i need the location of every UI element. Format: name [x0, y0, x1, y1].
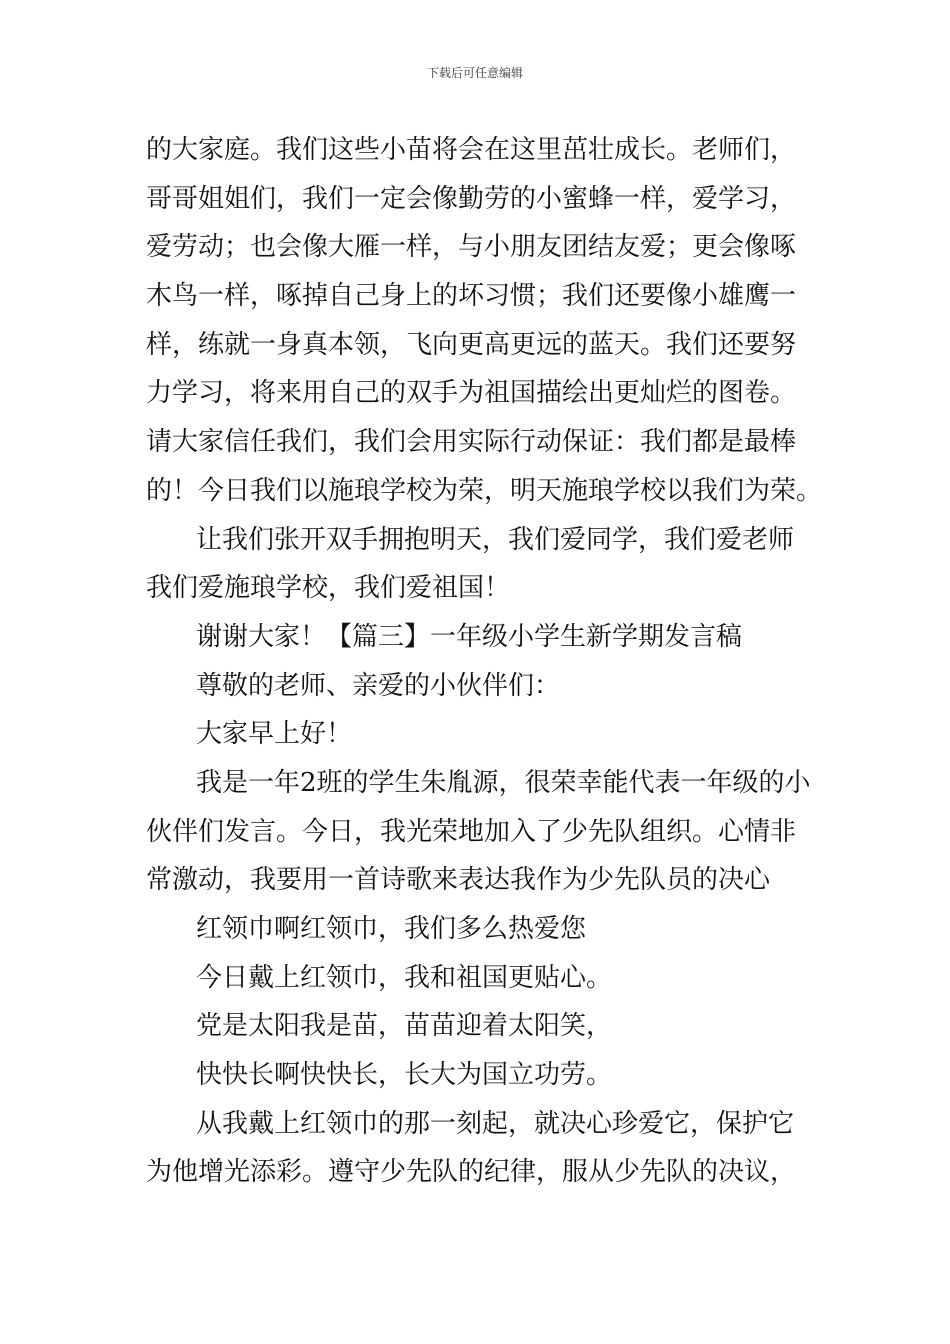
text-line: 木鸟一样，啄掉自己身上的坏习惯；我们还要像小雄鹰一	[146, 281, 797, 312]
text-line: 红领巾啊红领巾，我们多么热爱您	[196, 914, 587, 944]
text-line: 党是太阳我是苗，苗苗迎着太阳笑，	[196, 1011, 613, 1042]
text-line: 请大家信任我们，我们会用实际行动保证：我们都是最棒	[146, 427, 797, 458]
text-line: 尊敬的老师、亲爱的小伙伴们：	[196, 670, 561, 701]
text-line: 样，练就一身真本领，飞向更高更远的蓝天。我们还要努	[146, 329, 797, 360]
document-body	[146, 126, 823, 1197]
text-line: 力学习，将来用自己的双手为祖国描绘出更灿烂的图卷。	[146, 378, 797, 409]
text-line: 常激动，我要用一首诗歌来表达我作为少先队员的决心	[146, 865, 771, 896]
text-line: 的大家庭。我们这些小苗将会在这里茁壮成长。老师们，	[146, 135, 797, 165]
text-line: 我是一年2班的学生朱胤源，很荣幸能代表一年级的小	[196, 767, 811, 798]
text-line: 今日戴上红领巾，我和祖国更贴心。	[196, 962, 613, 993]
text-line: 让我们张开双手拥抱明天，我们爱同学，我们爱老师	[196, 524, 795, 555]
text-line: 谢谢大家！【篇三】一年级小学生新学期发言稿	[196, 621, 743, 652]
page-header: 下载后可任意编辑	[426, 66, 523, 80]
text-line: 大家早上好！	[196, 719, 353, 750]
text-line: 爱劳动；也会像大雁一样，与小朋友团结友爱；更会像啄	[146, 232, 797, 263]
text-line: 快快长啊快快长，长大为国立功劳。	[196, 1060, 613, 1091]
text-line: 为他增光添彩。遵守少先队的纪律，服从少先队的决议，	[146, 1157, 797, 1188]
text-line: 我们爱施琅学校，我们爱祖国！	[146, 573, 511, 604]
text-line: 哥哥姐姐们，我们一定会像勤劳的小蜜蜂一样，爱学习，	[146, 183, 797, 214]
text-line: 从我戴上红领巾的那一刻起，就决心珍爱它，保护它	[196, 1108, 795, 1139]
text-line: 伙伴们发言。今日，我光荣地加入了少先队组织。心情非	[146, 816, 797, 847]
text-line: 的！今日我们以施琅学校为荣，明天施琅学校以我们为荣。	[146, 475, 823, 506]
